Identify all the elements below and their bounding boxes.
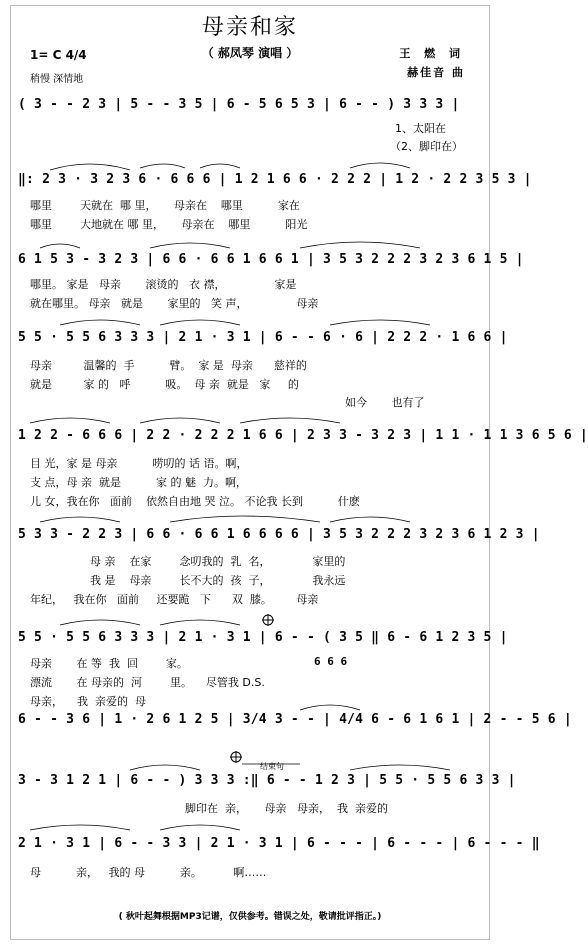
- lyricist-credit: 王 燃 词: [399, 47, 465, 60]
- notation-line-1: ( 3 - - 2 3 | 5 - - 3 5 | 6 - 5 6 5 3 | 6 - - ) 3 3 3 |: [18, 97, 460, 112]
- lyric-row6-verse1: 母 亲 在家 念叨我的 乳 名， 家里的: [90, 555, 346, 568]
- inline-notation: 6 6 6: [314, 655, 348, 668]
- lyric-row6-verse2: 我 是 母亲 长不大的 孩 子， 我永远: [90, 574, 346, 587]
- lyric-row7-verse3: 母亲， 我 亲爱的 母: [30, 695, 146, 708]
- notation-line-8: 6 - - 3 6 | 1 · 2 6 1 2 5 | 3/4 3 - - | 4/4 6 - 6 1 6 1 | 2 - - 5 6 |: [18, 712, 572, 727]
- lyric-row3-verse1: 哪里。 家是 母亲 滚烫的 衣 襟， 家是: [30, 278, 297, 291]
- notation-line-4: 5 5 · 5 5 6 3 3 3 | 2 1 · 3 1 | 6 - - 6 · 6 | 2 2 2 · 1 6 6 |: [18, 330, 508, 345]
- notation-line-10: 2 1 · 3 1 | 6 - - 3 3 | 2 1 · 3 1 | 6 - - - | 6 - - - | 6 - - - ‖: [18, 836, 540, 851]
- lyric-row10: 母 亲， 我的 母 亲。 啊……: [30, 866, 267, 879]
- performer-credit: （ 郝凤琴 演唱 ）: [201, 46, 299, 60]
- notation-line-3: 6 1 5 3 - 3 2 3 | 6 6 · 6 6 1 6 6 1 | 3 5 3 2 2 2 3 2 3 6 1 5 |: [18, 252, 524, 267]
- lyric-row5-verse1: 目 光，家 是 母亲 唠叨的 话 语。啊，: [30, 457, 248, 470]
- lyric-row4-verse2: 就是 家 的 呼 吸。 母 亲 就是 家 的: [30, 378, 299, 391]
- lyric-row5-verse2: 支 点，母 亲 就是 家 的 魅 力。啊，: [30, 476, 247, 489]
- lyric-row7-verse2: 漂流 在 母亲的 河 里。 尽管我 D.S.: [30, 676, 265, 689]
- lyric-row5-verse3: 儿 女，我在你 面前 依然自由地 哭 泣。 不论我 长到 什麽: [30, 495, 360, 508]
- lyric-row6-verse3: 年纪， 我在你 面前 还要跪 下 双 膝。 母亲: [30, 593, 319, 606]
- lyric-row3-verse2: 就在哪里。 母亲 就是 家里的 笑 声， 母亲: [30, 297, 319, 310]
- tempo-marking: 稍慢 深情地: [30, 74, 84, 85]
- notation-line-2: ‖: 2 3 · 3 2 3 6 · 6 6 6 | 1 2 1 6 6 · 2 2 2 | 1 2 · 2 2 3 5 3 |: [18, 172, 532, 187]
- lyric-row4-verse3: 如今 也有了: [345, 396, 425, 409]
- notation-line-7: 5 5 · 5 5 6 3 3 3 | 2 1 · 3 1 | 6 - - ( 3 5 ‖ 6 - 6 1 2 3 5 |: [18, 630, 508, 645]
- lyric-row2-verse1: 哪里 天就在 哪 里， 母亲在 哪里 家在: [30, 199, 300, 212]
- transcription-note: ( 秋叶起舞根据MP3记谱，仅供参考。错误之处，敬请批评指正。): [118, 912, 382, 922]
- intro-verse2-cue: （2、脚印在）: [390, 140, 463, 153]
- coda-label: 结束句: [260, 762, 284, 771]
- notation-line-5: 1 2 2 - 6 6 6 | 2 2 · 2 2 2 1 6 6 | 2 3 3 - 3 2 3 | 1 1 · 1 1 3 6 5 6 |: [18, 428, 588, 443]
- lyric-row2-verse2: 哪里 大地就在 哪 里， 母亲在 哪里 阳光: [30, 218, 308, 231]
- notation-line-6: 5 3 3 - 2 2 3 | 6 6 · 6 6 1 6 6 6 6 | 3 5 3 2 2 2 3 2 3 6 1 2 3 |: [18, 527, 540, 542]
- intro-verse1-cue: 1、太阳在: [395, 122, 446, 135]
- notation-line-9: 3 - 3 1 2 1 | 6 - - ) 3 3 3 :‖ 6 - - 1 2 3 | 5 5 · 5 5 6 3 3 |: [18, 773, 516, 788]
- song-title: 母亲和家: [201, 15, 298, 40]
- lyric-row9: 脚印在 亲， 母亲 母亲， 我 亲爱的: [185, 802, 388, 815]
- lyric-row4-verse1: 母亲 温馨的 手 臂。 家 是 母亲 慈祥的: [30, 359, 307, 372]
- lyric-row7-verse1: 母亲 在 等 我 回 家。: [30, 657, 188, 670]
- composer-credit: 赫佳音 曲: [407, 66, 465, 79]
- key-signature: 1= C 4/4: [30, 48, 87, 62]
